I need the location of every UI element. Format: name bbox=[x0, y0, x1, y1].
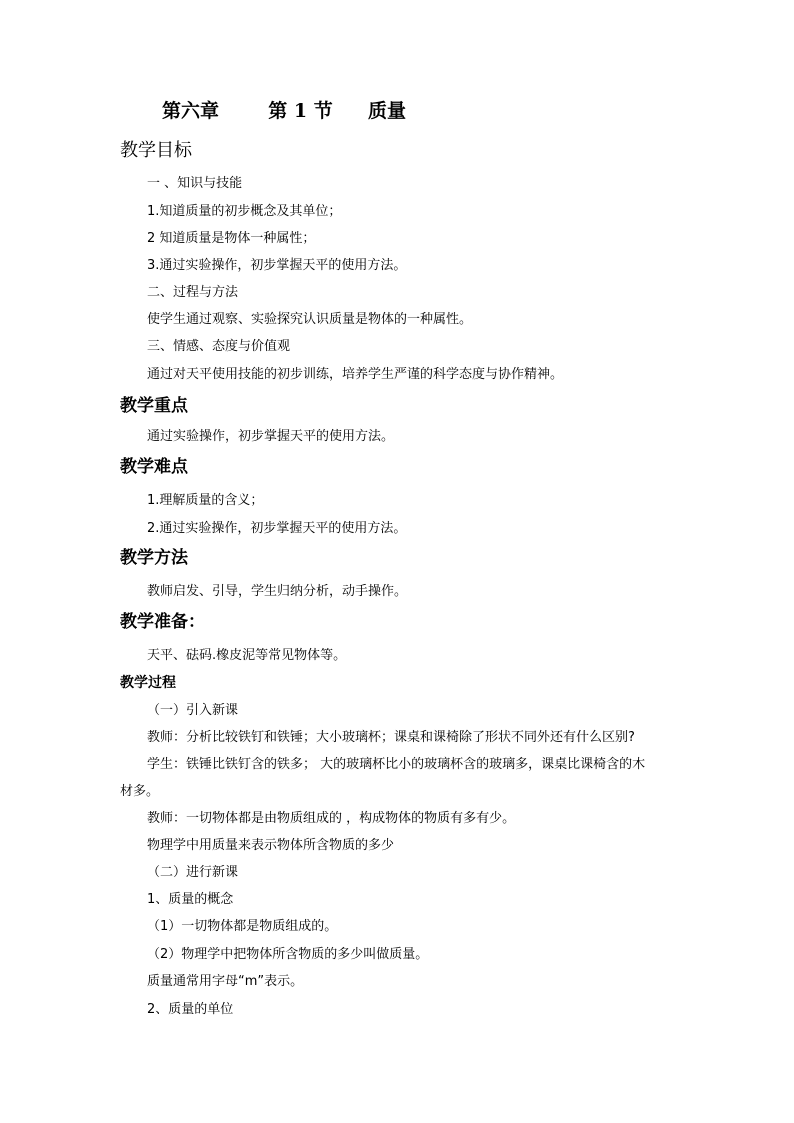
concept-item: 质量通常用字母“m”表示。 bbox=[147, 974, 304, 989]
topic-label: 质量 bbox=[367, 100, 406, 122]
key-points-heading: 教学重点 bbox=[120, 396, 188, 416]
preparation-text: 天平、砝码.橡皮泥等常见物体等。 bbox=[147, 648, 347, 663]
knowledge-item: 3.通过实验操作，初步掌握天平的使用方法。 bbox=[147, 258, 407, 273]
teaching-process-heading: 教学过程 bbox=[120, 675, 176, 691]
section-label: 第 1 节 bbox=[268, 100, 333, 122]
goals-heading: 教学目标 bbox=[120, 140, 192, 161]
concept-item: （2）物理学中把物体所含物质的多少叫做质量。 bbox=[147, 947, 429, 962]
knowledge-item: 1.知道质量的初步概念及其单位； bbox=[147, 204, 342, 219]
methods-text: 教师启发、引导，学生归纳分析，动手操作。 bbox=[147, 584, 408, 599]
knowledge-item: 2 知道质量是物体一种属性； bbox=[147, 231, 316, 246]
student-answer-line1: 学生：铁锤比铁钉含的铁多； 大的玻璃杯比小的玻璃杯含的玻璃多，课桌比课椅含的木 bbox=[147, 757, 646, 772]
page-title bbox=[162, 99, 406, 123]
teacher-statement: 教师：一切物体都是由物质组成的 ，构成物体的物质有多有少。 bbox=[147, 811, 516, 826]
process-method-heading: 二、过程与方法 bbox=[147, 285, 239, 300]
knowledge-heading: 一 、知识与技能 bbox=[147, 176, 243, 191]
emotion-text: 通过对天平使用技能的初步训练，培养学生严谨的科学态度与协作精神。 bbox=[147, 367, 564, 382]
key-points-text: 通过实验操作，初步掌握天平的使用方法。 bbox=[147, 429, 395, 444]
physics-note: 物理学中用质量来表示物体所含物质的多少 bbox=[147, 838, 395, 853]
student-answer-line2: 材多。 bbox=[120, 784, 160, 799]
mass-concept-heading: 1、质量的概念 bbox=[147, 892, 234, 907]
difficulties-heading: 教学难点 bbox=[120, 457, 188, 477]
methods-heading: 教学方法 bbox=[120, 548, 188, 568]
difficulty-item: 1.理解质量的含义； bbox=[147, 493, 264, 508]
process-method-text: 使学生通过观察、实验探究认识质量是物体的一种属性。 bbox=[147, 312, 473, 327]
teacher-question: 教师：分析比较铁钉和铁锤；大小玻璃杯；课桌和课椅除了形状不同外还有什么区别? bbox=[147, 730, 635, 745]
concept-item: （1）一切物体都是物质组成的。 bbox=[147, 919, 338, 934]
intro-heading: （一）引入新课 bbox=[147, 703, 239, 718]
mass-unit-heading: 2、质量的单位 bbox=[147, 1002, 234, 1017]
emotion-heading: 三、情感、态度与价值观 bbox=[147, 339, 291, 354]
new-lesson-heading: （二）进行新课 bbox=[147, 865, 239, 880]
preparation-heading: 教学准备： bbox=[120, 612, 205, 632]
difficulty-item: 2.通过实验操作，初步掌握天平的使用方法。 bbox=[147, 521, 407, 536]
chapter-label: 第六章 bbox=[162, 100, 220, 122]
